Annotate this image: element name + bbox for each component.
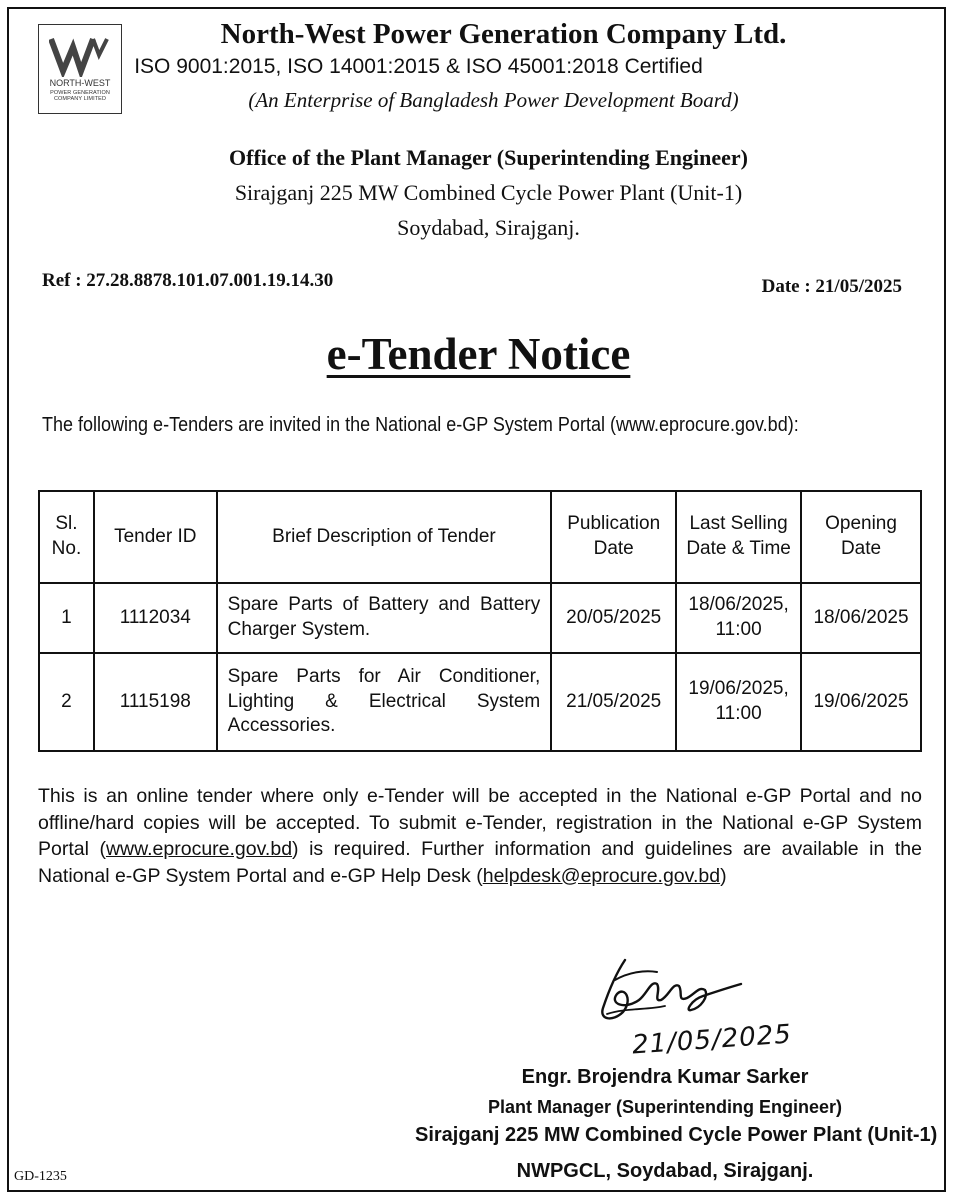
helpdesk-email-link[interactable]: helpdesk@eprocure.gov.bd (482, 864, 721, 887)
cell-opening-date: 18/06/2025 (801, 583, 921, 653)
cell-sl: 1 (39, 583, 94, 653)
reference-number: Ref : 27.28.8878.101.07.001.19.14.30 (42, 270, 334, 291)
intro-text: The following e-Tenders are invited in the National e-GP System Portal (www.eprocure.gov.bd): (42, 414, 799, 436)
signer-organization: NWPGCL, Soydabad, Sirajganj. (516, 1160, 814, 1182)
iso-certification: ISO 9001:2015, ISO 14001:2015 & ISO 45001:2018 Certified (134, 55, 703, 78)
cell-sl: 2 (39, 653, 94, 751)
plant-name: Sirajganj 225 MW Combined Cycle Power Plant (Unit-1) (234, 180, 743, 205)
document-code: GD-1235 (14, 1169, 67, 1184)
col-header-last-selling: Last Selling Date & Time (676, 491, 801, 583)
signer-plant: Sirajganj 225 MW Combined Cycle Power Plant (Unit-1) (415, 1124, 938, 1146)
col-header-opening-date: Opening Date (801, 491, 921, 583)
table-row (39, 583, 921, 653)
cell-publication-date: 21/05/2025 (551, 653, 676, 751)
col-header-tender-id: Tender ID (94, 491, 217, 583)
instructions-paragraph: This is an online tender where only e-Tender will be accepted in the National e-GP Portal and no offline/hard copies will be accepted. To submit e-Tender, registration in the National e-GP System Portal (www.eprocure.gov.bd) is required. Further information and guidelines are available in the National e-GP System Portal and e-GP Help Desk (helpdesk@eprocure.gov.bd) (38, 785, 922, 887)
signer-name: Engr. Brojendra Kumar Sarker (521, 1066, 809, 1088)
cell-tender-id: 1112034 (94, 583, 217, 653)
cell-description: Spare Parts of Battery and Battery Charger System. (217, 583, 552, 653)
signature-date: 21/05/2025 (631, 1019, 793, 1061)
notice-title: e-Tender Notice (326, 329, 631, 379)
col-header-description: Brief Description of Tender (217, 491, 552, 583)
enterprise-line: (An Enterprise of Bangladesh Power Development Board) (248, 88, 739, 112)
cell-last-selling: 18/06/2025, 11:00 (676, 583, 801, 653)
eprocure-link[interactable]: www.eprocure.gov.bd (105, 838, 293, 860)
signer-designation: Plant Manager (Superintending Engineer) (487, 1097, 843, 1117)
cell-tender-id: 1115198 (94, 653, 217, 751)
notice-date: Date : 21/05/2025 (761, 276, 902, 297)
table-header-row (39, 491, 921, 583)
logo-name: NORTH-WEST (49, 78, 111, 88)
cell-opening-date: 19/06/2025 (801, 653, 921, 751)
cell-description: Spare Parts for Air Conditioner, Lighting & Electrical System Accessories. (217, 653, 552, 751)
col-header-sl: Sl. No. (39, 491, 94, 583)
signature-icon (595, 950, 755, 1030)
col-header-publication-date: Publication Date (551, 491, 676, 583)
cell-publication-date: 20/05/2025 (551, 583, 676, 653)
company-name: North-West Power Generation Company Ltd. (220, 18, 787, 50)
table-row (39, 653, 921, 751)
plant-location: Soydabad, Sirajganj. (397, 215, 580, 240)
cell-last-selling: 19/06/2025, 11:00 (676, 653, 801, 751)
office-title: Office of the Plant Manager (Superintending Engineer) (229, 145, 748, 170)
tender-table (38, 490, 922, 752)
logo-subtitle: POWER GENERATION COMPANY LIMITED (50, 90, 110, 102)
